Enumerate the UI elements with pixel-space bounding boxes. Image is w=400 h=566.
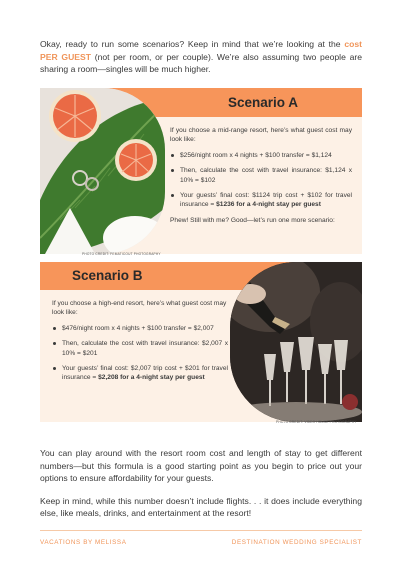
- outro: [40, 447, 362, 530]
- scenario-b-photo-credit: PHOTO CREDIT: VIDEO HOUSE PHOTOGRAPHY: [276, 420, 357, 424]
- intro-paragraph: [40, 38, 362, 76]
- scenario-a-bullet-3-text: Your guests’ final cost: $1124 trip cost + $102 for travel insurance =: [180, 192, 352, 209]
- scenario-a-final-cost: $1236 for a 4-night stay per guest: [216, 201, 321, 209]
- footer-divider: [40, 530, 362, 531]
- scenario-a-photo-credit: PHOTO CREDIT: FEMATICOUT PHOTOGRAPHY: [82, 252, 161, 256]
- grapefruit-rings-image: [40, 88, 165, 254]
- intro-part1: Okay, ready to run some scenarios? Keep in mind that we’re looking at the: [40, 39, 345, 49]
- outro-paragraph-2: Keep in mind, while this number doesn’t include flights. . . it does include everything else, like meals, drinks, and entertainment at the resort!: [40, 495, 362, 519]
- intro-highlight: cost PER GUEST: [40, 39, 362, 62]
- scenario-b-photo: [230, 262, 362, 422]
- scenario-a-bullet-2: Then, calculate the cost with travel insurance: $1,124 x 10% = $102: [170, 166, 352, 185]
- scenario-b-bullet-2: Then, calculate the cost with travel insurance: $2,007 x 10% = $201: [52, 339, 228, 358]
- scenario-a-bullet-1: $256/night room x 4 nights + $100 transfer = $1,124: [170, 151, 352, 160]
- intro-part2: (not per room, or per couple). We’re also assuming two people are sharing a room—singles will be much higher.: [40, 51, 362, 75]
- scenario-a-bullets: [170, 151, 352, 210]
- scenario-b-bullet-3-text: Your guests’ final cost: $2,007 trip cost + $201 for travel insurance =: [62, 365, 228, 382]
- scenario-a-bullet-3: [170, 191, 352, 210]
- scenario-b-bullet-3: [52, 364, 228, 383]
- scenario-a-lead: If you choose a mid-range resort, here’s what guest cost may look like:: [170, 127, 352, 144]
- scenario-b-title: Scenario B: [72, 268, 143, 283]
- champagne-glasses-image: [230, 262, 362, 422]
- scenario-a-photo: [40, 88, 165, 254]
- scenario-b-lead: If you choose a high-end resort, here’s what guest cost may look like:: [52, 300, 227, 317]
- scenario-b-final-cost: $2,208 for a 4-night stay per guest: [98, 374, 205, 382]
- footer-brand: VACATIONS BY MELISSA: [40, 539, 127, 546]
- scenario-a-title: Scenario A: [228, 95, 299, 110]
- scenario-b-body: [52, 299, 228, 389]
- footer-tagline: DESTINATION WEDDING SPECIALIST: [231, 539, 362, 546]
- scenario-a-closing: Phew! Still with me? Good—let’s run one more scenario:: [170, 216, 335, 224]
- outro-paragraph-1: You can play around with the resort room cost and length of stay to get different numbers—but this formula is a good starting point as you begin to price out your options to ensure affordability for your guests.: [40, 448, 362, 484]
- scenario-a-body: [170, 126, 352, 231]
- scenario-b-bullet-1: $476/night room x 4 nights + $100 transfer = $2,007: [52, 324, 228, 333]
- scenario-b-bullets: [52, 324, 228, 383]
